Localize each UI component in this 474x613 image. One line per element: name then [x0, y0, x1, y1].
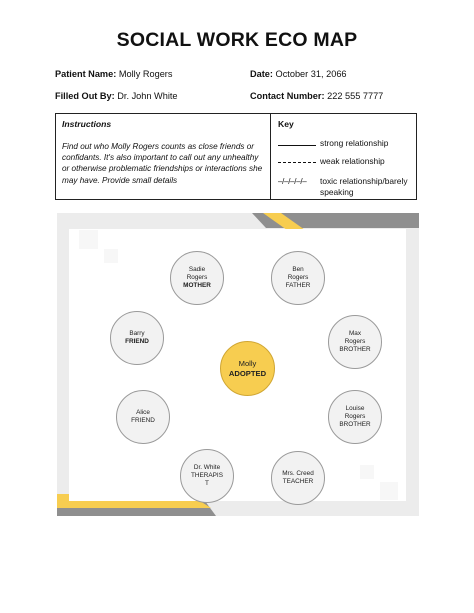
node-role: FATHER [285, 281, 311, 289]
contact-label: Contact Number: [250, 91, 325, 101]
deco-square [79, 230, 98, 249]
node-line: Rogers [186, 274, 208, 282]
deco-square [380, 482, 398, 500]
node-line: T [205, 479, 209, 487]
node-line: THERAPIS [191, 472, 223, 480]
patient-name-label: Patient Name: [55, 69, 117, 79]
node-role: FRIEND [131, 417, 155, 424]
node-role: ADOPTED [228, 368, 267, 378]
date-field [250, 69, 347, 79]
node-molly-center [220, 341, 275, 396]
node-line: Sadie [188, 266, 206, 274]
node-line: Alice [136, 409, 150, 417]
node-max-rogers [328, 315, 382, 369]
instructions-key-table [55, 113, 417, 200]
deco-square [104, 249, 118, 263]
toxic-line-sample: –/–/–/–/– [278, 177, 307, 186]
instructions-heading: Instructions [62, 119, 112, 129]
contact-field [250, 91, 383, 101]
date-label: Date: [250, 69, 273, 79]
contact-value: 222 555 7777 [327, 91, 384, 101]
weak-relationship-label: weak relationship [320, 156, 385, 166]
node-line: Dr. White [193, 464, 221, 472]
node-line: Ben [292, 266, 304, 274]
node-sadie-rogers [170, 251, 224, 305]
page-title: SOCIAL WORK ECO MAP [116, 29, 358, 51]
patient-name-field [55, 69, 172, 79]
toxic-label-line2: speaking [320, 186, 354, 197]
deco-square [360, 465, 374, 479]
node-role: BROTHER [339, 420, 371, 428]
date-value: October 31, 2066 [275, 69, 347, 79]
instructions-body: Find out who Molly Rogers counts as close friends or confidants. It's also important to call out any unhealthy or otherwise problematic friendships or interactions she may have. Provide small details [62, 142, 263, 185]
node-alice [116, 390, 170, 444]
node-mrs-creed [271, 451, 325, 505]
node-role: TEACHER [282, 478, 314, 485]
node-line: Louise [345, 405, 365, 413]
node-line: Molly [238, 359, 257, 369]
node-dr-white [180, 449, 234, 503]
filled-by-field [55, 91, 178, 101]
node-line: Rogers [344, 338, 366, 346]
patient-name-value: Molly Rogers [118, 69, 173, 79]
node-line: Mrs. Creed [282, 470, 314, 478]
eco-map-canvas [57, 213, 419, 516]
node-barry [110, 311, 164, 365]
table-divider [270, 114, 271, 199]
node-ben-rogers [271, 251, 325, 305]
node-role: BROTHER [339, 345, 371, 353]
node-line: Max [348, 330, 362, 338]
node-role: MOTHER [183, 281, 211, 289]
key-heading: Key [278, 119, 294, 129]
node-line: Rogers [287, 274, 309, 282]
filled-by-label: Filled Out By: [55, 91, 115, 101]
toxic-relationship-label [320, 176, 408, 197]
weak-line-sample [278, 162, 316, 163]
strong-line-sample [278, 145, 316, 146]
node-role: FRIEND [125, 338, 149, 345]
node-line: Barry [129, 330, 145, 338]
toxic-label-line1: toxic relationship/barely [320, 176, 408, 186]
filled-by-value: Dr. John White [117, 91, 178, 101]
node-line: Rogers [344, 413, 366, 421]
node-louise-rogers [328, 390, 382, 444]
strong-relationship-label: strong relationship [320, 138, 389, 148]
